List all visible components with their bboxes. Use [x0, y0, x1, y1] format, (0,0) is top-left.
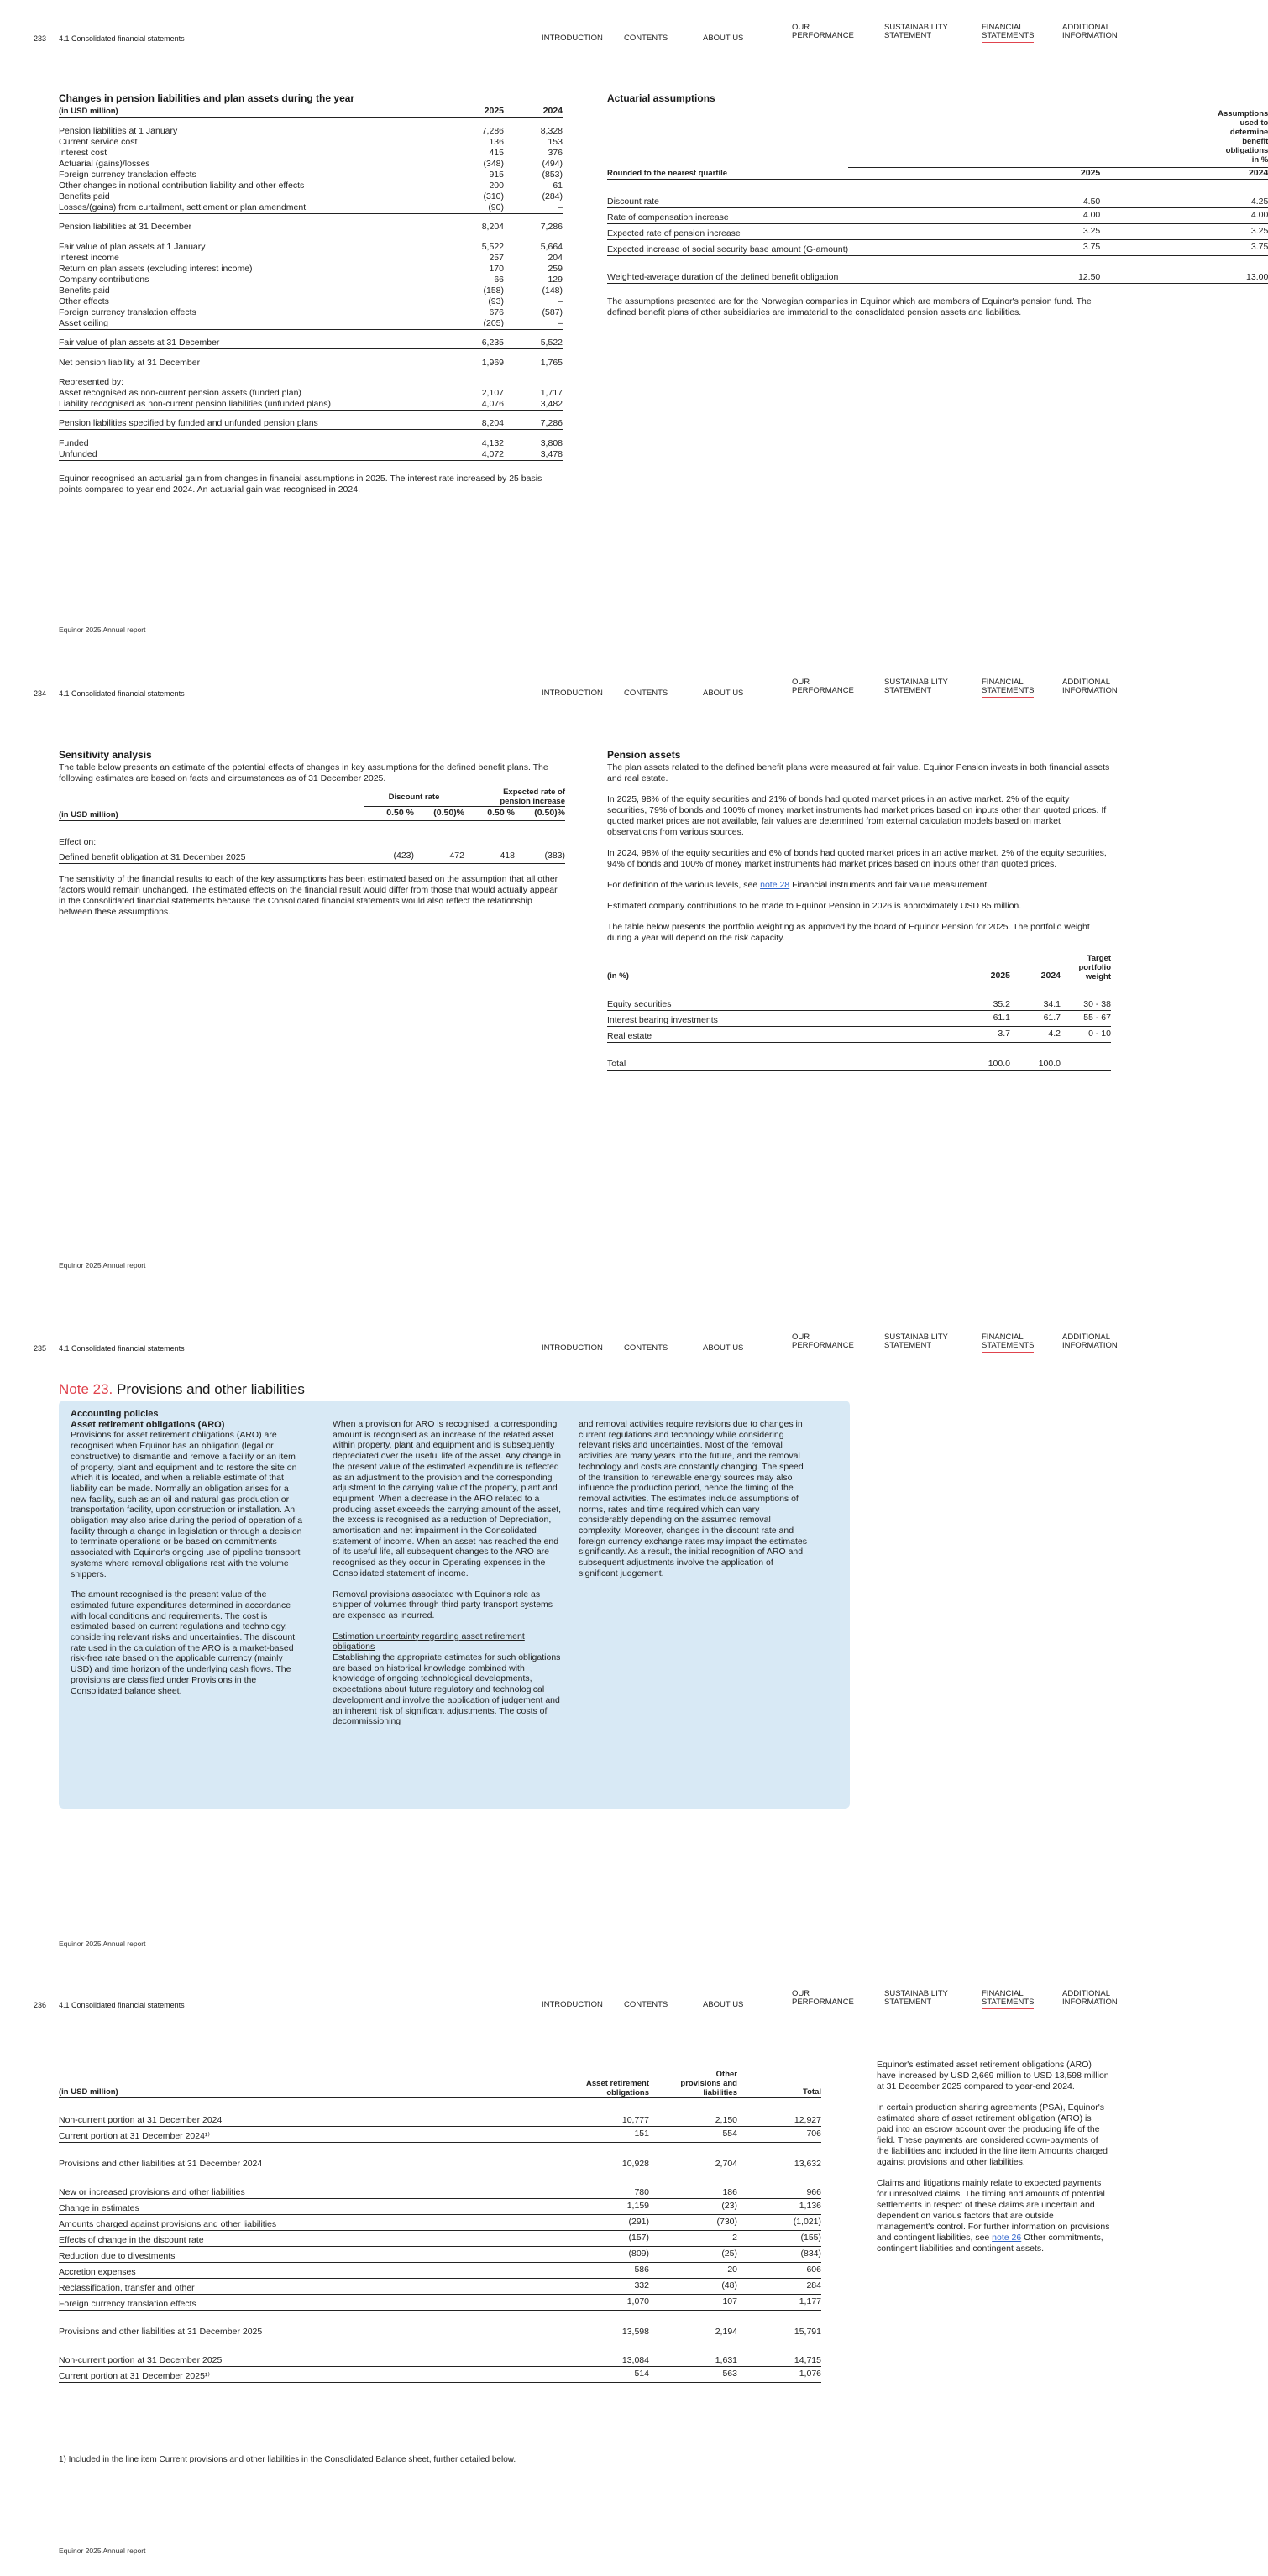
paragraph: In certain production sharing agreements (PSA), Equinor's estimated share of asset retirement obligation (ARO) is paid into an escrow account over the producing life of the field. These payments are considered down-payments of the liabilities and included in the line item Amounts charged against provisions and other liabilities. [877, 2102, 1108, 2167]
table-row: Net pension liability at 31 December 1,969 1,765 [59, 357, 563, 368]
table-row: Current portion at 31 December 2024¹⁾ 151 554 706 [59, 2126, 821, 2142]
nav-about-us[interactable]: ABOUT US [703, 34, 744, 43]
table-row: Interest income 257 204 [59, 252, 563, 263]
table-row: Foreign currency translation effects 1,070 107 1,177 [59, 2294, 821, 2310]
note-26-link[interactable]: note 26 [992, 2233, 1022, 2243]
section-label: 4.1 Consolidated financial statements [59, 689, 185, 698]
provisions-table: (in USD million) Asset retirement obligations Other provisions and liabilities Total Non-current portion at 31 December 2024 10,777 2,150 12,927 Current portion at 31 December 2024¹⁾ 151 554 706 Provisions and other liabilities at 31 December 2024 10,928 2,704 13,632 New or increased provisions and other liabilities 780 186 966 Change in estimates 1,159 (23) 1,136 Amounts charged against provisions and other liabilities (291) (730) (1,021) Effects of change in the discount rate (157) 2 (155) Reduction due to divestments (809) (25) (834) Accretion expenses 586 20 606 Reclassification, transfer and other 332 (48) 284 Foreign currency translation effects 1,070 107 1,177 Provisions and other liabilities at 31 December 2025 13,598 2,194 15,791 Non-current portion at 31 December 2025 13,084 1,631 14,715 Current portion at 31 December 2025¹⁾ 514 563 1,076 [59, 2070, 821, 2381]
page-number: 233 [34, 34, 47, 43]
table-row: Asset ceiling (205) – [59, 317, 563, 328]
portfolio-table: (in %) 2025 2024 Target portfolio weight Equity securities 35.2 34.1 30 - 38 Interest bearing investments 61.1 61.7 55 - 67 Real estate 3.7 4.2 0 - 10 Total 100.0 100.0 [607, 954, 1111, 1069]
nav-contents[interactable]: CONTENTS [624, 2000, 668, 2009]
accounting-policies-box [59, 1401, 850, 1809]
paragraph: Equinor's estimated asset retirement obligations (ARO) have increased by USD 2,669 million to USD 13,598 million at 31 December 2025 compared to year-end 2024. [877, 2060, 1109, 2092]
footer: Equinor 2025 Annual report [59, 1940, 146, 1948]
section-label: 4.1 Consolidated financial statements [59, 1344, 185, 1353]
table-row: Fair value of plan assets at 1 January 5,522 5,664 [59, 241, 563, 252]
nav-sustainability-statement[interactable]: SUSTAINABILITY STATEMENT [884, 1989, 948, 2007]
page-header [0, 1333, 1146, 1359]
table-row: Real estate 3.7 4.2 0 - 10 [607, 1026, 1111, 1042]
table-row: Equity securities 35.2 34.1 30 - 38 [607, 998, 1111, 1009]
nav-our-performance[interactable]: OUR PERFORMANCE [792, 23, 854, 40]
pension-changes-table: (in USD million) 2025 2024 Pension liabilities at 1 January 7,286 8,328 Current service cost 136 153 Interest cost 415 376 Actuarial (gains)/losses (348) (494) Foreign currency translation effects 915 (853) Other changes in notional contribution liability and other effects 200 61 Benefits paid (310) (284) Losses/(gains) from curtailment, settlement or plan amendment (90) – Pension liabilities at 31 December 8,204 7,286 Fair value of plan assets at 1 January 5,522 5,664 Interest income 257 204 Return on plan assets (excluding interest income) 170 259 Company contributions 66 129 Benefits paid (158) (148) Other effects (93) – Foreign currency translation effects 676 (587) Asset ceiling (205) – Fair value of plan assets at 31 December 6,235 5,522 Net pension liability at 31 December 1,969 1,765 Represented by: Asset recognised as non-current pension assets (funded plan) 2,107 1,717 Liability recognised as non-current pension liabilities (unfunded plans) 4,076 3,482 Pension liabilities specified by funded and unfunded pension plans 8,204 7,286 Funded 4,132 3,808 Unfunded 4,072 3,478 [59, 106, 563, 459]
nav-about-us[interactable]: ABOUT US [703, 1343, 744, 1353]
page-236 [0, 1961, 1146, 2576]
page-233 [0, 0, 1268, 644]
nav-additional-information[interactable]: ADDITIONAL INFORMATION [1062, 23, 1118, 40]
nav-our-performance[interactable]: OUR PERFORMANCE [792, 1989, 854, 2007]
table-row: Benefits paid (310) (284) [59, 191, 563, 202]
table-row: Effects of change in the discount rate (157) 2 (155) [59, 2230, 821, 2246]
nav-sustainability-statement[interactable]: SUSTAINABILITY STATEMENT [884, 1333, 948, 1350]
nav-introduction[interactable]: INTRODUCTION [542, 2000, 603, 2009]
page-number: 235 [34, 1344, 47, 1353]
table-row: Foreign currency translation effects 676 (587) [59, 306, 563, 317]
paragraph: In 2024, 98% of the equity securities and 6% of bonds had quoted market prices in an active market. 2% of the equity securities, 94% of bonds and 100% of money market instruments had market prices based on inputs other than quoted prices. [607, 848, 1107, 869]
table-row: Actuarial (gains)/losses (348) (494) [59, 158, 563, 169]
nav-additional-information[interactable]: ADDITIONAL INFORMATION [1062, 1333, 1118, 1350]
nav-financial-statements[interactable]: FINANCIAL STATEMENTS [982, 1990, 1034, 2009]
note-title: Note 23. Provisions and other liabilities [59, 1381, 305, 1397]
table-row: Losses/(gains) from curtailment, settlement or plan amendment (90) – [59, 202, 563, 212]
nav-financial-statements[interactable]: FINANCIAL STATEMENTS [982, 24, 1034, 43]
nav-about-us[interactable]: ABOUT US [703, 689, 744, 698]
table-row: Other effects (93) – [59, 296, 563, 306]
paragraph: The assumptions presented are for the Norwegian companies in Equinor which are members of Equinor's pension fund. The defined benefit plans of other subsidiaries are immaterial to the consolidated pension assets and liabilities. [607, 296, 1092, 317]
table-row: Foreign currency translation effects 915 (853) [59, 169, 563, 180]
nav-our-performance[interactable]: OUR PERFORMANCE [792, 1333, 854, 1350]
table-row: Funded 4,132 3,808 [59, 437, 563, 448]
paragraph: Establishing the appropriate estimates for such obligations are based on historical knowledge combined with knowledge of ongoing technological developments, expectations about future regulatory and technological development and involve the application of judgement and an inherent risk of significant adjustments. The costs of decommissioning [333, 1652, 561, 1727]
nav-our-performance[interactable]: OUR PERFORMANCE [792, 678, 854, 695]
page-number: 234 [34, 689, 47, 698]
page-header [0, 678, 1146, 704]
paragraph: The amount recognised is the present value of the estimated future expenditures determined in accordance with local conditions and requirements. The cost is estimated based on current regulations and technology, considering relevant risks and uncertainties. The discount rate used in the calculation of the ARO is a market-based risk-free rate based on the applicable currency (mainly USD) and time horizon of the underlying cash flows. The provisions are classified under Provisions in the Consolidated balance sheet. [71, 1589, 296, 1696]
table-row: Reclassification, transfer and other 332 (48) 284 [59, 2278, 821, 2294]
nav-financial-statements[interactable]: FINANCIAL STATEMENTS [982, 678, 1034, 698]
table-row: Amounts charged against provisions and other liabilities (291) (730) (1,021) [59, 2214, 821, 2230]
table-row: Liability recognised as non-current pension liabilities (unfunded plans) 4,076 3,482 [59, 398, 563, 409]
nav-introduction[interactable]: INTRODUCTION [542, 34, 603, 43]
paragraph: Claims and litigations mainly relate to expected payments for unresolved claims. The timing and amounts of potential settlements in respect of these claims are uncertain and dependent on various factors that are outside management's control. For further information on provisions and contingent liabilities, see note 26 Other commitments, contingent liabilities and contingent assets. [877, 2178, 1110, 2254]
nav-sustainability-statement[interactable]: SUSTAINABILITY STATEMENT [884, 678, 948, 695]
paragraph: The plan assets related to the defined benefit plans were measured at fair value. Equinor Pension invests in both financial assets and real estate. [607, 762, 1110, 783]
footer: Equinor 2025 Annual report [59, 2547, 146, 2555]
page-header [0, 1990, 1146, 2015]
nav-about-us[interactable]: ABOUT US [703, 2000, 744, 2009]
table-row: Discount rate 4.50 4.25 [607, 196, 1268, 207]
table-row: Defined benefit obligation at 31 December 2025 (423) 472 418 (383) [59, 848, 565, 864]
box-subtitle: Asset retirement obligations (ARO) [71, 1419, 225, 1430]
table-row: Accretion expenses 586 20 606 [59, 2262, 821, 2278]
nav-sustainability-statement[interactable]: SUSTAINABILITY STATEMENT [884, 23, 948, 40]
table-row: Provisions and other liabilities at 31 December 2025 13,598 2,194 15,791 [59, 2327, 821, 2337]
table-row: Current service cost 136 153 [59, 136, 563, 147]
paragraph: The table below presents the portfolio weighting as approved by the board of Equinor Pension for 2025. The portfolio weight during a year will depend on the risk capacity. [607, 922, 1090, 943]
table-row: Pension liabilities specified by funded and unfunded pension plans 8,204 7,286 [59, 418, 563, 428]
page-number: 236 [34, 2001, 47, 2009]
table-row: Asset recognised as non-current pension assets (funded plan) 2,107 1,717 [59, 387, 563, 398]
table-row: Expected increase of social security base amount (G-amount) 3.75 3.75 [607, 239, 1268, 255]
paragraph: Removal provisions associated with Equinor's role as shipper of volumes through third party transport systems are expensed as incurred. [333, 1589, 553, 1620]
table-row: Pension liabilities at 31 December 8,204 7,286 [59, 222, 563, 232]
nav-additional-information[interactable]: ADDITIONAL INFORMATION [1062, 1989, 1118, 2007]
table-row: Provisions and other liabilities at 31 December 2024 10,928 2,704 13,632 [59, 2159, 821, 2169]
section-label: 4.1 Consolidated financial statements [59, 2001, 185, 2009]
nav-introduction[interactable]: INTRODUCTION [542, 689, 603, 698]
paragraph: and removal activities require revisions due to changes in current regulations and technology while considering relevant risks and uncertainties. Most of the removal activities are many years into the future, and the removal technology and costs are constantly changing. The speed of the transition to renewable energy sources may also influence the production period, hence the timing of the removal activities. The estimates include assumptions of norms, rates and time required which can vary considerably depending on the assumed removal complexity. Moreover, changes in the discount rate and foreign currency exchange rates may impact the estimates significantly. As a result, the initial recognition of ARO and subsequent adjustments involve the application of significant judgement. [579, 1419, 807, 1579]
table-row: Rate of compensation increase 4.00 4.00 [607, 207, 1268, 223]
note-28-link[interactable]: note 28 [760, 880, 790, 890]
table-row: Benefits paid (158) (148) [59, 285, 563, 296]
nav-contents[interactable]: CONTENTS [624, 689, 668, 698]
paragraph: Provisions for asset retirement obligations (ARO) are recognised when Equinor has an obligation (legal or constructive) to dismantle and remove a facility or an item of property, plant and equipment and to restore the site on which it is located, and when a reliable estimate of that liability can be made. Normally an obligation arises for a new facility, such as an oil and natural gas production or transportation facility, upon construction or installation. An obligation may also arise during the period of operation of a facility through a change in legislation or through a decision to terminate operations or be based on commitments associated with Equinor's ongoing use of pipeline transport systems where removal obligations rest with the volume shippers. [71, 1430, 303, 1579]
sensitivity-table: Discount rate Expected rate of pension increase (in USD million) 0.50 % (0.50)% 0.50 % (0.50)% Effect on: Defined benefit obligation at 31 December 2025 (423) 472 418 (383) [59, 788, 565, 862]
subheading: Estimation uncertainty regarding asset retirement obligations [333, 1631, 525, 1652]
table-row: Total 100.0 100.0 [607, 1059, 1111, 1071]
section-title: Sensitivity analysis [59, 749, 152, 761]
table-row: Return on plan assets (excluding interest income) 170 259 [59, 263, 563, 274]
paragraph: Equinor recognised an actuarial gain from changes in financial assumptions in 2025. The interest rate increased by 25 basis points compared to year end 2024. An actuarial gain was recognised in 2024. [59, 473, 542, 495]
box-title: Accounting policies [71, 1409, 159, 1419]
table-title: Actuarial assumptions [607, 92, 715, 104]
table-row: Reduction due to divestments (809) (25) (834) [59, 2246, 821, 2262]
footer: Equinor 2025 Annual report [59, 626, 146, 634]
paragraph: The sensitivity of the financial results to each of the key assumptions has been estimated based on the assumption that all other factors would remain unchanged. The estimated effects on the financial result would differ from those that would actually appear in the Consolidated financial statements because the Consolidated financial statements would also reflect the relationship between these assumptions. [59, 874, 558, 917]
section-title: Pension assets [607, 749, 681, 761]
paragraph: When a provision for ARO is recognised, a corresponding amount is recognised as an increase of the related asset within property, plant and equipment and is subsequently depreciated over the useful life of the asset. Any change in the present value of the estimated expenditure is reflected as an adjustment to the provision and the corresponding adjustment to the carrying value of the property, plant and equipment. When a decrease in the ARO related to a producing asset exceeds the carrying amount of the asset, the excess is recognised as a reduction of Depreciation, amortisation and net impairment in the Consolidated statement of income. When an asset has reached the end of its useful life, all subsequent changes to the ARO are recognised as they occur in Operating expenses in the Consolidated statement of income. [333, 1419, 562, 1579]
table-row: Interest bearing investments 61.1 61.7 55 - 67 [607, 1010, 1111, 1026]
table-row: Company contributions 66 129 [59, 274, 563, 285]
footnote: 1) Included in the line item Current provisions and other liabilities in the Consolidated Balance sheet, further detailed below. [59, 2455, 516, 2464]
table-row: Current portion at 31 December 2025¹⁾ 514 563 1,076 [59, 2366, 821, 2382]
paragraph: The table below presents an estimate of the potential effects of changes in key assumptions for the defined benefit plans. The following estimates are based on facts and circumstances as of 31 December 2025. [59, 762, 548, 783]
table-row: Non-current portion at 31 December 2024 10,777 2,150 12,927 [59, 2114, 821, 2125]
nav-introduction[interactable]: INTRODUCTION [542, 1343, 603, 1353]
paragraph: For definition of the various levels, see note 28 Financial instruments and fair value measurement. [607, 880, 990, 890]
nav-additional-information[interactable]: ADDITIONAL INFORMATION [1062, 678, 1118, 695]
table-row: Represented by: [59, 376, 124, 387]
unit: (in USD million) [59, 106, 437, 118]
table-title: Changes in pension liabilities and plan assets during the year [59, 92, 355, 104]
nav-financial-statements[interactable]: FINANCIAL STATEMENTS [982, 1333, 1034, 1353]
page-234 [0, 655, 1146, 1299]
actuarial-assumptions-table: Assumptions used to determine benefit obligations in % Rounded to the nearest quartile 2025 2024 Discount rate 4.50 4.25 Rate of compensation increase 4.00 4.00 Expected rate of pension increase 3.25 3.25 Expected increase of social security base amount (G-amount) 3.75 3.75 Weighted-average duration of the defined benefit obligation 12.50 13.00 [607, 109, 1268, 282]
footer: Equinor 2025 Annual report [59, 1261, 146, 1270]
section-label: 4.1 Consolidated financial statements [59, 34, 185, 43]
nav-contents[interactable]: CONTENTS [624, 1343, 668, 1353]
paragraph: Estimated company contributions to be made to Equinor Pension in 2026 is approximately USD 85 million. [607, 901, 1022, 911]
nav-contents[interactable]: CONTENTS [624, 34, 668, 43]
table-row: New or increased provisions and other liabilities 780 186 966 [59, 2186, 821, 2197]
table-row: Change in estimates 1,159 (23) 1,136 [59, 2198, 821, 2214]
table-row: Non-current portion at 31 December 2025 13,084 1,631 14,715 [59, 2354, 821, 2365]
table-row: Unfunded 4,072 3,478 [59, 448, 563, 459]
table-row: Weighted-average duration of the defined benefit obligation 12.50 13.00 [607, 272, 1268, 282]
table-row: Interest cost 415 376 [59, 147, 563, 158]
table-row: Fair value of plan assets at 31 December 6,235 5,522 [59, 338, 563, 348]
table-row: Pension liabilities at 1 January 7,286 8,328 [59, 125, 563, 136]
paragraph: In 2025, 98% of the equity securities and 21% of bonds had quoted market prices in an active market. 2% of the equity securities, 79% of bonds and 100% of money market instruments had market prices based on inputs other than quoted prices. If quoted market prices are not available, fair values are determined from external calculation models based on market observations from various sources. [607, 794, 1107, 837]
table-row: Other changes in notional contribution liability and other effects 200 61 [59, 180, 563, 191]
page-header [0, 24, 1146, 49]
table-row: Expected rate of pension increase 3.25 3.25 [607, 223, 1268, 239]
